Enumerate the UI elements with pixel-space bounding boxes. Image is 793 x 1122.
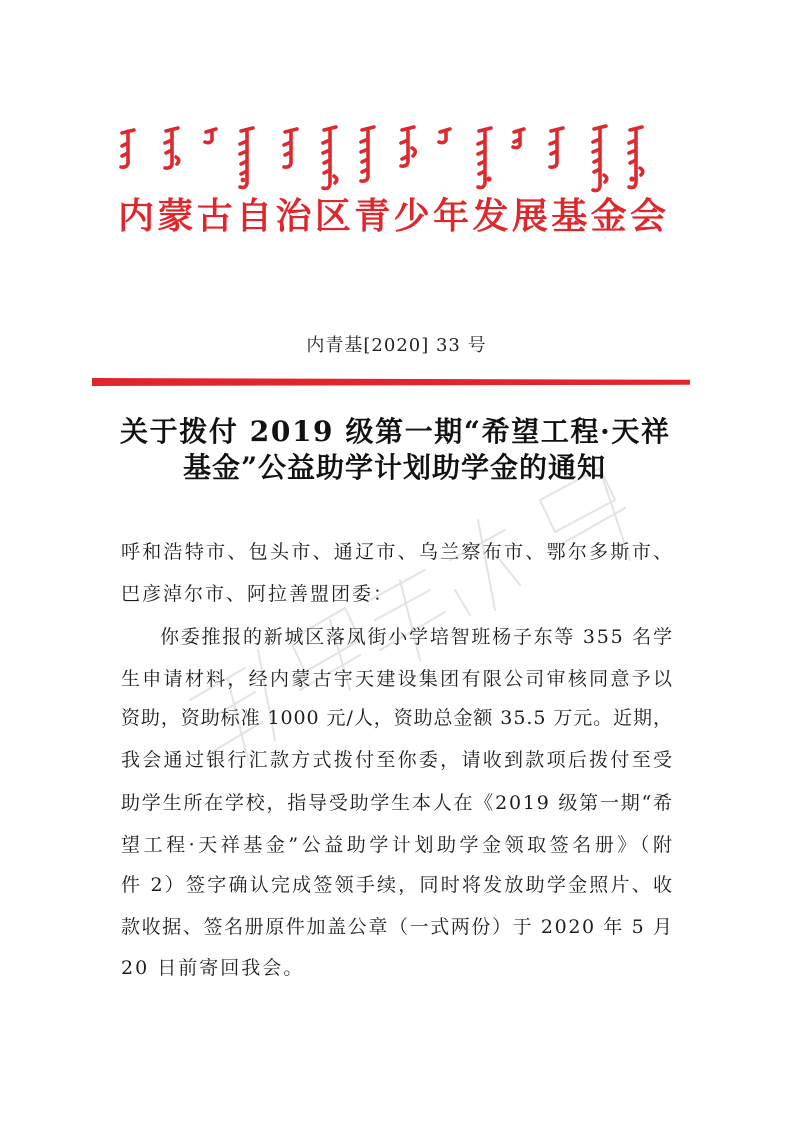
addressee-line: 巴彦淖尔市、阿拉善盟团委： <box>121 583 395 605</box>
mongolian-word <box>401 127 415 166</box>
organization-name: 内蒙古自治区青少年发展基金会 <box>118 195 670 237</box>
mongolian-dot <box>629 176 634 181</box>
notice-title-line-1: 关于拨付 2019 级第一期“希望工程·天祥 <box>120 415 671 448</box>
body-text-line: 20 日前寄回我会。 <box>121 957 305 979</box>
mongolian-word <box>593 126 607 191</box>
red-separator-line <box>92 378 690 386</box>
body-text-line: 望工程·天祥基金”公益助学计划助学金领取签名册》（附 <box>121 834 676 856</box>
body-text-line: 款收据、签名册原件加盖公章（一式两份）于 2020 年 5 月 <box>121 916 674 938</box>
mongolian-script-letterhead <box>0 0 793 200</box>
mongolian-dot <box>486 176 491 181</box>
body-text-line: 我会通过银行汇款方式拨付至你委，请收到款项后拨付至受 <box>121 749 675 771</box>
mongolian-word <box>323 127 337 189</box>
addressee-line: 呼和浩特市、包头市、通辽市、乌兰察布市、鄂尔多斯市、 <box>121 541 675 563</box>
document-number: 内青基[2020] 33 号 <box>306 335 487 356</box>
mongolian-word <box>165 128 179 168</box>
body-text-line: 件 2）签字确认完成签领手续，同时将发放助学金照片、收 <box>121 874 675 896</box>
body-text-line: 生申请材料，经内蒙古宇天建设集团有限公司审核同意予以 <box>121 668 675 690</box>
mongolian-word <box>550 128 563 167</box>
mongolian-dot <box>241 178 246 183</box>
body-text-line: 资助，资助标准 1000 元/人，资助总金额 35.5 万元。近期， <box>121 707 673 729</box>
mongolian-word <box>121 130 134 167</box>
body-text-line: 助学生所在学校，指导受助学生本人在《2019 级第一期“希 <box>121 792 674 814</box>
mongolian-word <box>284 129 297 167</box>
mongolian-word <box>513 129 524 148</box>
mongolian-word <box>439 129 450 143</box>
mongolian-word <box>361 127 374 181</box>
mongolian-word <box>205 129 216 143</box>
body-text-line: 你委推报的新城区落凤街小学培智班杨子东等 355 名学 <box>160 626 674 648</box>
notice-title-line-2: 基金”公益助学计划助学金的通知 <box>182 451 607 484</box>
